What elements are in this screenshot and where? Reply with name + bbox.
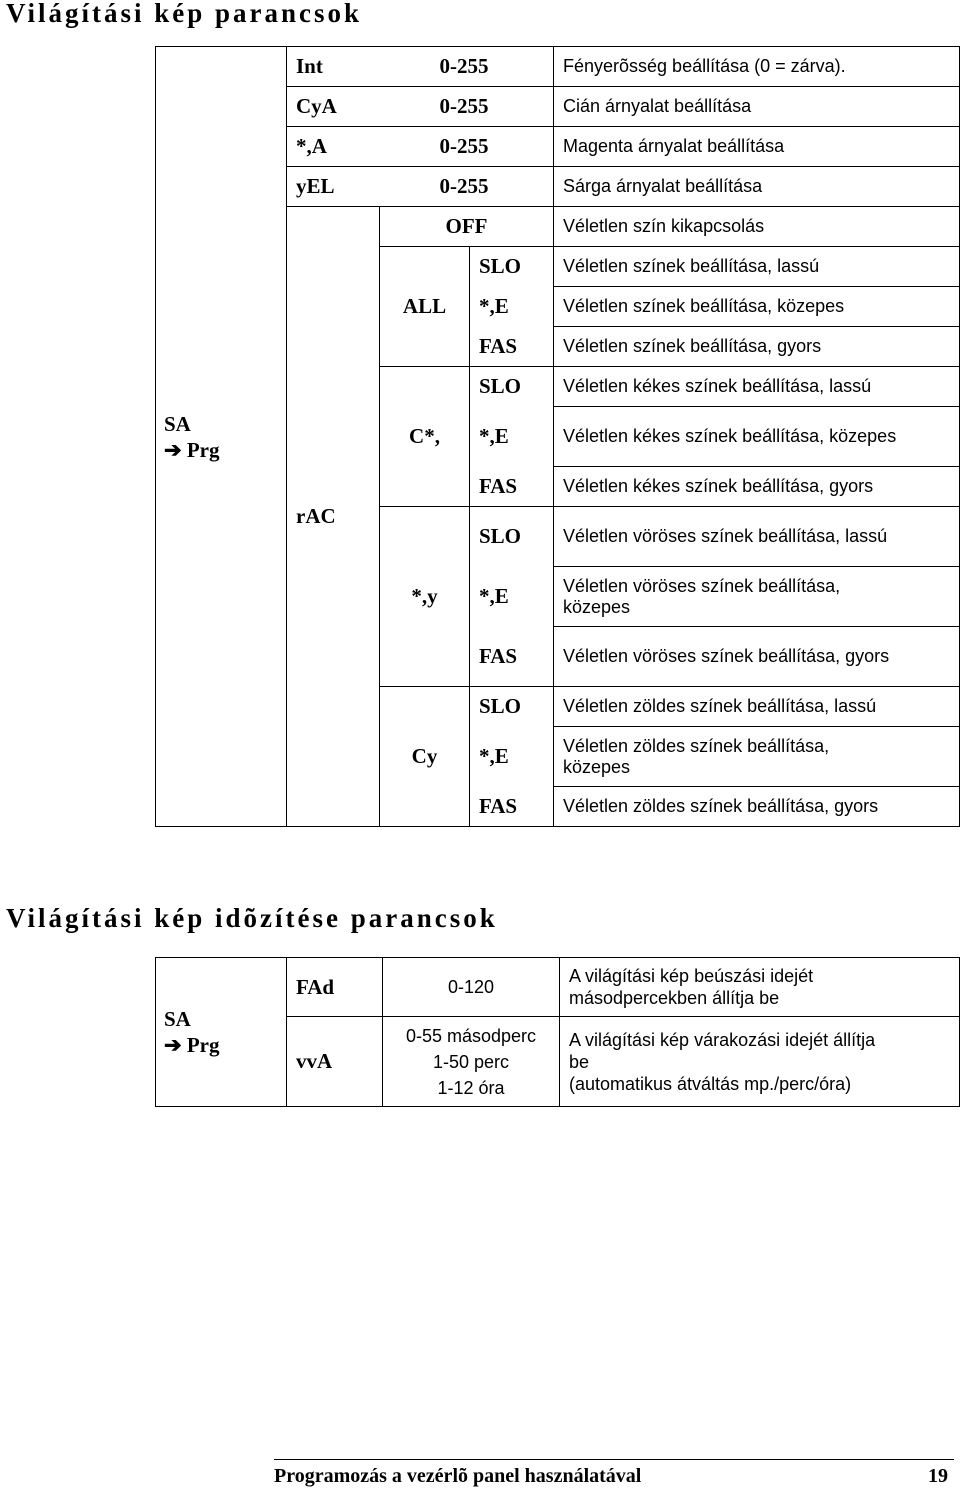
desc-all-slo: Véletlen színek beállítása, lassú xyxy=(554,247,960,287)
desc-red-fas: Véletlen vöröses színek beállítása, gyors xyxy=(554,627,960,687)
speed-medium: *,E xyxy=(470,287,554,327)
range-yel: 0-255 xyxy=(380,167,554,207)
prg-label: Prg xyxy=(186,437,220,462)
lighting-commands-table xyxy=(155,46,960,827)
speed-fas: FAS xyxy=(470,627,554,687)
desc-red-medium: Véletlen vöröses színek beállítása, közepes xyxy=(554,567,960,627)
desc-blue-slo: Véletlen kékes színek beállítása, lassú xyxy=(554,367,960,407)
speed-medium: *,E xyxy=(470,727,554,787)
page-number: 19 xyxy=(928,1465,948,1487)
cmd-yel: yEL xyxy=(287,167,380,207)
sa-label: SA xyxy=(164,411,191,436)
desc-fad: A világítási kép beúszási idejét másodpercekben állítja be xyxy=(560,958,960,1017)
sa-label: SA xyxy=(164,1007,191,1031)
speed-fas: FAS xyxy=(470,787,554,827)
speed-slo: SLO xyxy=(470,367,554,407)
desc-yel: Sárga árnyalat beállítása xyxy=(554,167,960,207)
desc-green-fas: Véletlen zöldes színek beállítása, gyors xyxy=(554,787,960,827)
speed-slo: SLO xyxy=(470,687,554,727)
footer-title: Programozás a vezérlõ panel használatával xyxy=(274,1465,642,1487)
section-heading-commands: Világítási kép parancsok xyxy=(6,0,363,28)
speed-fas: FAS xyxy=(470,467,554,507)
group-green-label: Cy xyxy=(380,687,470,827)
desc-blue-medium: Véletlen kékes színek beállítása, közepes xyxy=(554,407,960,467)
desc-vva: A világítási kép várakozási idejét állítja be (automatikus átváltás mp./perc/óra) xyxy=(560,1017,960,1107)
speed-slo: SLO xyxy=(470,247,554,287)
cmd-vva: vvA xyxy=(287,1017,383,1107)
desc-all-medium: Véletlen színek beállítása, közepes xyxy=(554,287,960,327)
timing-commands-table xyxy=(155,957,960,1107)
footer-rule xyxy=(274,1459,954,1460)
range-fad: 0-120 xyxy=(383,958,560,1017)
range-cya: 0-255 xyxy=(380,87,554,127)
range-int: 0-255 xyxy=(380,47,554,87)
range-vva: 0-55 másodperc 1-50 perc 1-12 óra xyxy=(383,1017,560,1107)
sa-prg-cell xyxy=(156,958,287,1107)
group-all-label: ALL xyxy=(380,247,470,367)
cmd-magenta: *,A xyxy=(287,127,380,167)
range-magenta: 0-255 xyxy=(380,127,554,167)
desc-cya: Cián árnyalat beállítása xyxy=(554,87,960,127)
speed-slo: SLO xyxy=(470,507,554,567)
arrow-right-icon: ➔ xyxy=(164,437,182,462)
desc-green-slo: Véletlen zöldes színek beállítása, lassú xyxy=(554,687,960,727)
desc-all-fas: Véletlen színek beállítása, gyors xyxy=(554,327,960,367)
desc-magenta: Magenta árnyalat beállítása xyxy=(554,127,960,167)
group-blue-label: C*, xyxy=(380,367,470,507)
table-row xyxy=(156,47,960,87)
rac-label: rAC xyxy=(287,207,380,827)
desc-int: Fényerõsség beállítása (0 = zárva). xyxy=(554,47,960,87)
section-heading-timing: Világítási kép idõzítése parancsok xyxy=(6,903,498,933)
off-label: OFF xyxy=(380,207,554,247)
group-red-label: *,y xyxy=(380,507,470,687)
speed-medium: *,E xyxy=(470,407,554,467)
speed-fas: FAS xyxy=(470,327,554,367)
cmd-fad: FAd xyxy=(287,958,383,1017)
desc-green-medium: Véletlen zöldes színek beállítása, közepes xyxy=(554,727,960,787)
desc-red-slo: Véletlen vöröses színek beállítása, lassú xyxy=(554,507,960,567)
speed-medium: *,E xyxy=(470,567,554,627)
desc-blue-fas: Véletlen kékes színek beállítása, gyors xyxy=(554,467,960,507)
cmd-cya: CyA xyxy=(287,87,380,127)
sa-prg-cell xyxy=(156,47,287,827)
prg-label: Prg xyxy=(186,1033,220,1057)
desc-off: Véletlen szín kikapcsolás xyxy=(554,207,960,247)
cmd-int: Int xyxy=(287,47,380,87)
arrow-right-icon: ➔ xyxy=(164,1033,182,1057)
table-row xyxy=(156,958,960,1017)
